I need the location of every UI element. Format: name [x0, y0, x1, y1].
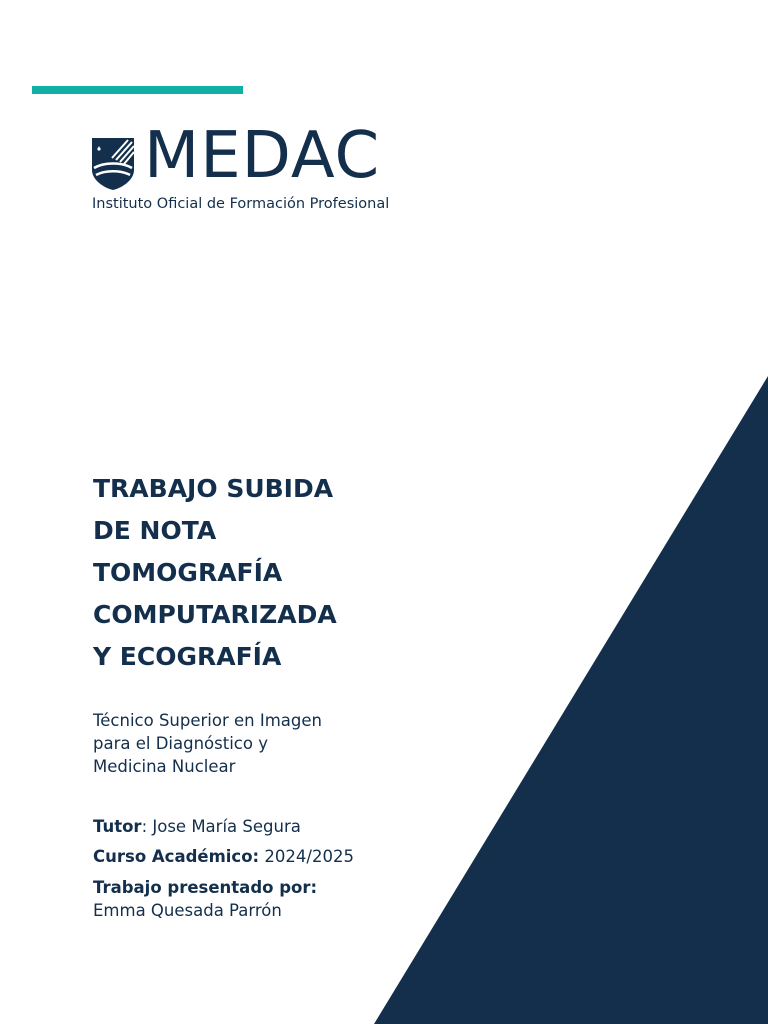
logo-tagline: Instituto Oficial de Formación Profesional	[92, 196, 390, 212]
subtitle-line: Medicina Nuclear	[93, 757, 236, 776]
tutor-label: Tutor	[93, 817, 142, 836]
title-line: TOMOGRAFÍA	[93, 558, 283, 587]
academic-year-label: Curso Académico:	[93, 847, 260, 866]
academic-year-value: 2024/2025	[259, 847, 354, 866]
title-line: TRABAJO SUBIDA	[93, 474, 334, 503]
accent-bar	[32, 86, 243, 94]
presented-by-value: Emma Quesada Parrón	[93, 901, 282, 920]
tutor-line	[93, 815, 301, 838]
subtitle-line: para el Diagnóstico y	[93, 734, 268, 753]
academic-year-line	[93, 845, 354, 868]
shield-icon	[92, 138, 134, 190]
medac-logo	[92, 119, 412, 216]
title-line: COMPUTARIZADA	[93, 600, 337, 629]
presented-by-block	[93, 876, 317, 922]
presented-by-label: Trabajo presentado por:	[93, 878, 318, 897]
title-line: Y ECOGRAFÍA	[93, 642, 282, 671]
tutor-value: : Jose María Segura	[141, 817, 301, 836]
logo-wordmark: MEDAC	[144, 119, 381, 193]
program-subtitle	[93, 709, 373, 778]
title-line: DE NOTA	[93, 516, 217, 545]
subtitle-line: Técnico Superior en Imagen	[93, 711, 322, 730]
document-title	[93, 468, 383, 678]
